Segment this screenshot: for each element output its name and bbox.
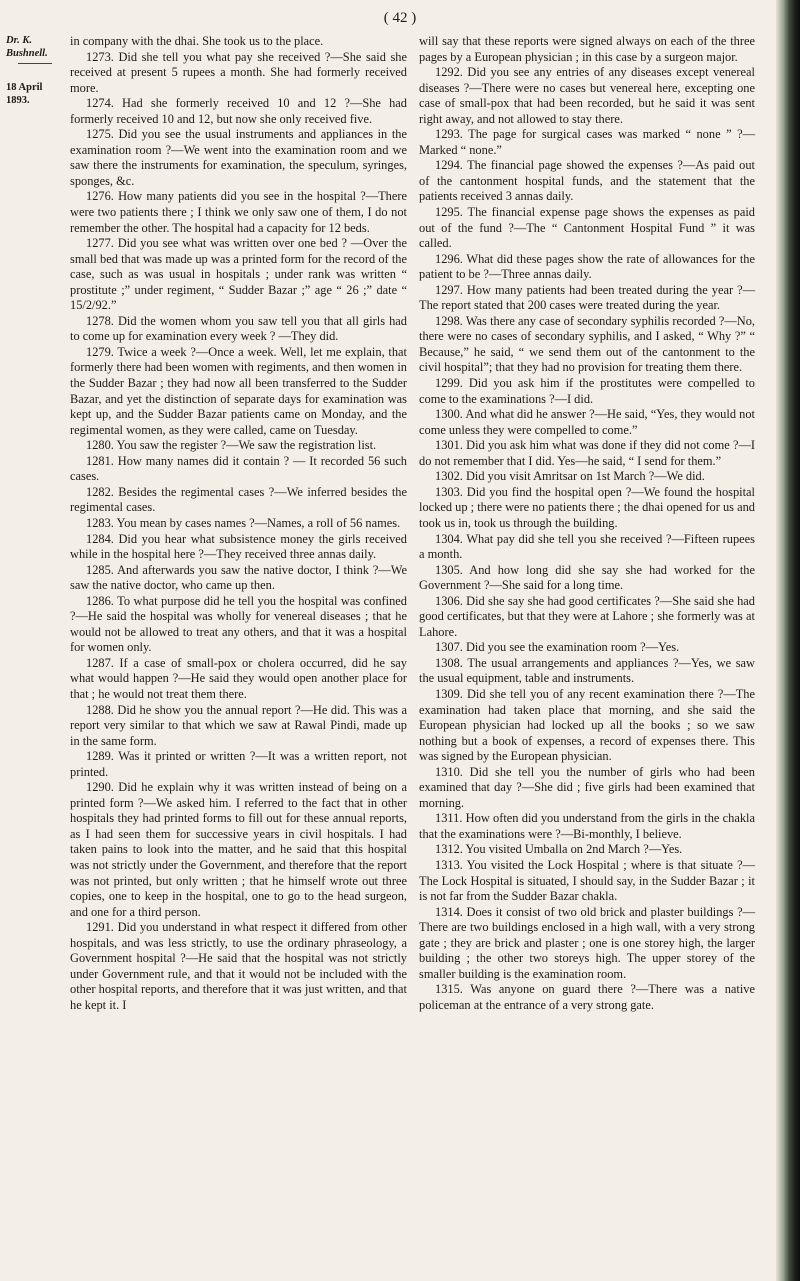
margin-rule bbox=[18, 63, 52, 64]
testimony-paragraph: 1281. How many names did it contain ? — It recorded 56 such cases. bbox=[70, 453, 407, 484]
testimony-paragraph: in company with the dhai. She took us to the place. bbox=[70, 34, 324, 48]
testimony-paragraph: 1275. Did you see the usual instruments and appliances in the examination room ?—We went into the examination room and we saw there the instruments for examination, the speculum, syringes, sponges, &c. bbox=[70, 127, 407, 188]
testimony-paragraph: 1295. The financial expense page shows the expenses as paid out of the fund ?—The “ Cantonment Hospital Fund ” it was called. bbox=[419, 205, 755, 251]
margin-notes bbox=[6, 34, 66, 107]
testimony-paragraph: 1306. Did she say she had good certificates ?—She said she had good certificates, but that they were at Lahore ; she formerly was at Lahore. bbox=[419, 593, 755, 639]
testimony-paragraph: 1285. And afterwards you saw the native doctor, I think ?—We saw the native doctor, who came up then. bbox=[70, 562, 407, 593]
hearing-date: 18 April 1893. bbox=[6, 82, 43, 106]
testimony-paragraph: 1290. Did he explain why it was written instead of being on a printed form ?—We asked him. I referred to the fact that in other hospitals they had printed forms to fill out for these annual reports, as I had seen them for successive years in civil hospitals. I had taken pains to look into the matter, and he said that this hospital was not strictly under the Government, and therefore that the report was not printed, but only written ; that he himself wrote out three copies, one to keep in the hospital, one to go to the head surgeon, and one for a third person. bbox=[70, 780, 407, 919]
testimony-paragraph: 1313. You visited the Lock Hospital ; where is that situate ?—The Lock Hospital is situated, I should say, in the Sudder Bazar ; it is not far from the Sudder Bazar chakla. bbox=[419, 857, 755, 904]
testimony-paragraph: 1309. Did she tell you of any recent examination there ?—The examination had taken place that morning, and she said the European physician had locked up all the books ; so we saw nothing but a book of expenses, a record of expenses there. This was signed by the European physician. bbox=[419, 686, 755, 764]
testimony-paragraph: 1289. Was it printed or written ?—It was a written report, not printed. bbox=[70, 749, 407, 779]
testimony-paragraph: 1287. If a case of small-pox or cholera occurred, did he say what would happen ?—He said they would open another place for that ; he would not treat them there. bbox=[70, 655, 407, 701]
testimony-paragraph: 1277. Did you see what was written over one bed ? —Over the small bed that was made up was a printed form for the record of the case, such as was usual in hospitals ; under rank was written “ prostitute ;” under regiment, “ Sudder Bazar ;” age “ 26 ;” date “ 15/2/92.” bbox=[70, 236, 407, 313]
testimony-paragraph: 1294. The financial page showed the expenses ?—As paid out of the cantonment hospital funds, and the statement that the patients received 3 annas daily. bbox=[419, 158, 755, 204]
testimony-paragraph: 1307. Did you see the examination room ?—Yes. bbox=[435, 640, 680, 655]
testimony-paragraph: 1303. Did you find the hospital open ?—We found the hospital locked up ; there were no patients there ; the dhai opened for us and took us in, took us through the building. bbox=[419, 484, 755, 530]
left-column bbox=[70, 34, 407, 1013]
testimony-paragraph: 1274. Had she formerly received 10 and 12 ?—She had formerly received 10 and 12, but now she only received five. bbox=[70, 96, 407, 126]
testimony-paragraph: 1293. The page for surgical cases was marked “ none ” ?—Marked “ none.” bbox=[419, 127, 755, 157]
testimony-paragraph: 1308. The usual arrangements and appliances ?—Yes, we saw the usual equipment, table and instruments. bbox=[419, 655, 755, 686]
book-binding-edge bbox=[776, 0, 800, 1281]
testimony-paragraph: 1284. Did you hear what subsistence money the girls received while in the hospital here ?—They received three annas daily. bbox=[70, 531, 407, 562]
testimony-paragraph: 1279. Twice a week ?—Once a week. Well, let me explain, that formerly there had been women with regiments, and then women in the Sudder Bazar ; they had now all been transferred to the Sudder Bazar, and yet the distinction of separate days for examination was kept up, and the Sudder Bazar patients came on Monday, and the regimental women, as they were called, came on Tuesday. bbox=[70, 344, 407, 437]
testimony-paragraph: 1305. And how long did she say she had worked for the Government ?—She said for a long time. bbox=[419, 562, 755, 593]
testimony-paragraph: 1299. Did you ask him if the prostitutes were compelled to come to the examinations ?—I did. bbox=[419, 376, 755, 406]
testimony-paragraph: 1286. To what purpose did he tell you the hospital was confined ?—He said the hospital was wholly for venereal diseases ; that he would not be allowed to treat any others, and that it was a hospital for women only. bbox=[70, 593, 407, 655]
testimony-paragraph: 1273. Did she tell you what pay she received ?—She said she received at present 5 rupees a month. She had formerly received more. bbox=[70, 49, 407, 95]
testimony-paragraph: 1282. Besides the regimental cases ?—We inferred besides the regimental cases. bbox=[70, 484, 407, 515]
testimony-paragraph: 1302. Did you visit Amritsar on 1st March ?—We did. bbox=[435, 469, 705, 484]
page-number: ( 42 ) bbox=[383, 10, 417, 26]
witness-name: Dr. K. Bushnell. bbox=[6, 35, 48, 59]
testimony-paragraph: 1300. And what did he answer ?—He said, “Yes, they would not come unless they were compelled to come.” bbox=[419, 407, 755, 437]
testimony-paragraph: 1283. You mean by cases names ?—Names, a roll of 56 names. bbox=[86, 515, 401, 530]
testimony-paragraph: 1314. Does it consist of two old brick and plaster buildings ?—There are two buildings enclosed in a high wall, with a very strong gate ; they are brick and plaster ; one is one storey high, the larger building ; the other two storeys high. The upper storey of the smaller building is the examination room. bbox=[419, 904, 755, 981]
testimony-paragraph: 1276. How many patients did you see in the hospital ?—There were two patients there ; I think we only saw one of them, I do not remember the other. The hospital had a capacity for 12 beds. bbox=[70, 189, 407, 235]
testimony-paragraph: will say that these reports were signed always on each of the three pages by a European physician ; in this case by a surgeon major. bbox=[419, 34, 755, 64]
testimony-paragraph: 1291. Did you understand in what respect it differed from other hospitals, and was less strictly, to use the ordinary phraseology, a Government hospital ?—He said that the hospital was not strictly under Government rule, and that it would not be included with the other hospital reports, and therefore that it was just written, and that he kept it. I bbox=[70, 920, 407, 1012]
testimony-paragraph: 1301. Did you ask him what was done if they did not come ?—I do not remember that I did. Yes—he said, “ I send for them.” bbox=[419, 438, 755, 468]
testimony-paragraph: 1310. Did she tell you the number of girls who had been examined that day ?—She did ; five girls had been examined that morning. bbox=[419, 764, 755, 810]
testimony-paragraph: 1311. How often did you understand from the girls in the chakla that the examinations were ?—Bi-monthly, I believe. bbox=[419, 811, 755, 841]
testimony-paragraph: 1304. What pay did she tell you she received ?—Fifteen rupees a month. bbox=[419, 531, 755, 562]
right-column bbox=[419, 34, 755, 1013]
testimony-paragraph: 1292. Did you see any entries of any diseases except venereal diseases ?—There were no cases but venereal here, excepting one case of small-pox that had been recorded, but he said it was sent right away, and not allowed to stay there. bbox=[419, 65, 755, 126]
testimony-paragraph: 1315. Was anyone on guard there ?—There was a native policeman at the entrance of a very strong gate. bbox=[419, 982, 755, 1012]
testimony-paragraph: 1278. Did the women whom you saw tell you that all girls had to come up for examination every week ? —They did. bbox=[70, 313, 407, 344]
testimony-paragraph: 1297. How many patients had been treated during the year ?—The report stated that 200 cases were treated during the year. bbox=[419, 282, 755, 313]
testimony-paragraph: 1288. Did he show you the annual report ?—He did. This was a report very similar to that which we saw at Rawal Pindi, made up in the same form. bbox=[70, 702, 407, 748]
testimony-paragraph: 1280. You saw the register ?—We saw the registration list. bbox=[86, 438, 377, 453]
testimony-paragraph: 1296. What did these pages show the rate of allowances for the patient to be ?—Three annas daily. bbox=[419, 251, 755, 282]
testimony-paragraph: 1312. You visited Umballa on 2nd March ?—Yes. bbox=[435, 842, 683, 857]
testimony-paragraph: 1298. Was there any case of secondary syphilis recorded ?—No, there were no cases of secondary syphilis, and I asked, “ Why ?” “ Because,” he said, “ we send them out of the cantonment to the civil hospital”; that they had no provision for treating them there. bbox=[419, 313, 755, 375]
